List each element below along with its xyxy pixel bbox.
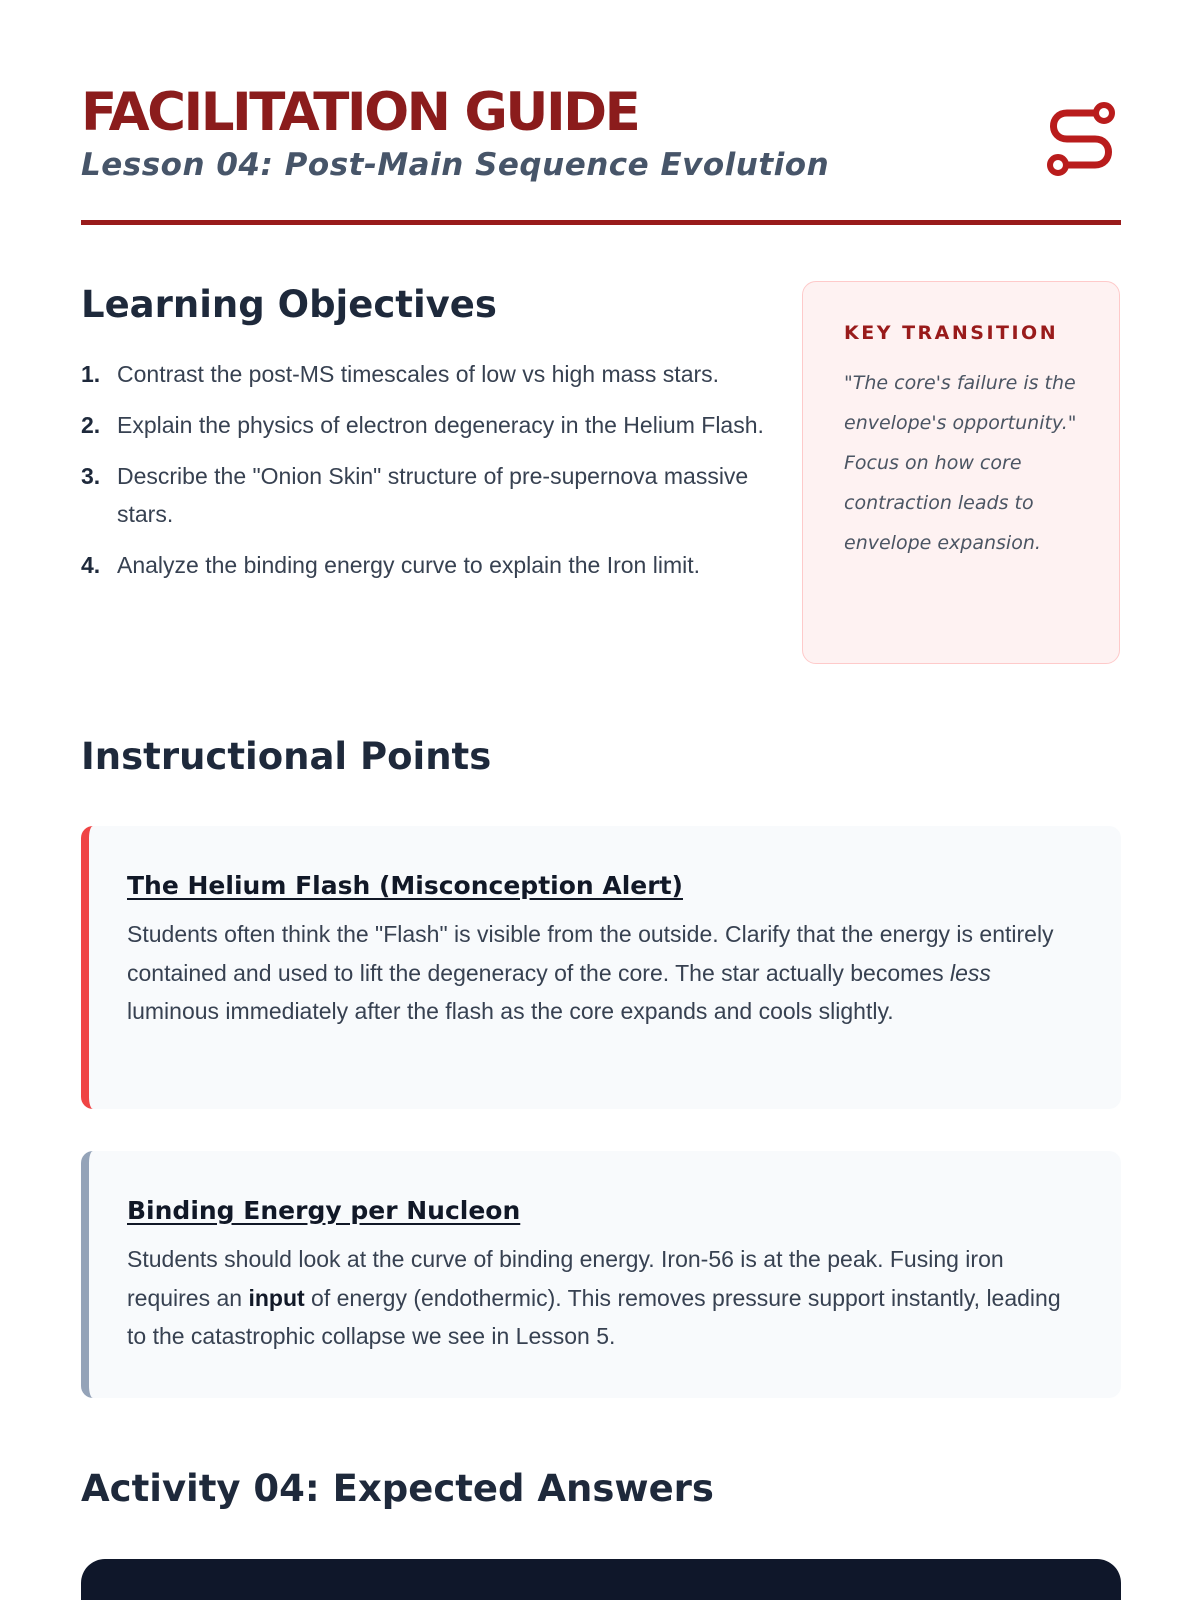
objectives-list	[81, 355, 771, 597]
card-body	[127, 915, 1083, 1031]
page-title: FACILITATION GUIDE	[81, 82, 639, 143]
learning-objectives-heading: Learning Objectives	[81, 283, 497, 326]
list-item	[81, 457, 771, 533]
card-body-text: Students should look at the curve of binding energy. Iron-56 is at the peak. Fusing iron requires an	[127, 1246, 1004, 1311]
card-title: The Helium Flash (Misconception Alert)	[127, 871, 683, 900]
list-item-number: 3.	[81, 463, 101, 489]
expected-answers-panel	[81, 1559, 1121, 1600]
list-item	[81, 406, 771, 444]
list-item-number: 2.	[81, 412, 101, 438]
key-transition-callout	[802, 281, 1120, 664]
list-item-text: Describe the "Onion Skin" structure of pre-supernova massive stars.	[117, 463, 749, 527]
key-transition-label: KEY TRANSITION	[844, 322, 1059, 344]
activity-heading: Activity 04: Expected Answers	[81, 1467, 714, 1510]
helium-flash-card	[81, 826, 1121, 1109]
card-title: Binding Energy per Nucleon	[127, 1196, 521, 1225]
list-item-number: 4.	[81, 552, 101, 578]
card-body-emphasis: less	[949, 959, 991, 986]
route-icon	[1045, 97, 1117, 177]
page-header	[81, 82, 1121, 228]
list-item	[81, 546, 771, 584]
list-item-text: Contrast the post-MS timescales of low vs high mass stars.	[117, 361, 720, 387]
lesson-subtitle: Lesson 04: Post-Main Sequence Evolution	[81, 147, 830, 183]
instructional-points-heading: Instructional Points	[81, 735, 492, 778]
list-item-text: Analyze the binding energy curve to explain the Iron limit.	[117, 552, 700, 578]
card-body-emphasis: input	[248, 1284, 305, 1311]
list-item-number: 1.	[81, 361, 101, 387]
list-item	[81, 355, 771, 393]
card-body	[127, 1240, 1083, 1356]
card-body-text: of energy (endothermic). This removes pressure support instantly, leading to the catastrophic collapse we see in Lesson 5.	[127, 1284, 1061, 1350]
facilitation-guide-page	[81, 0, 1121, 1600]
list-item-text: Explain the physics of electron degeneracy in the Helium Flash.	[117, 412, 764, 438]
card-body-text: Students often think the "Flash" is visible from the outside. Clarify that the energy is entirely contained and used to lift the degeneracy of the core. The star actually becomes	[127, 921, 1054, 986]
card-body-text: luminous immediately after the flash as the core expands and cools slightly.	[127, 998, 894, 1025]
binding-energy-card	[81, 1151, 1121, 1398]
key-transition-quote: "The core's failure is the envelope's opportunity." Focus on how core contraction leads to envelope expansion.	[844, 372, 1077, 554]
header-divider	[81, 220, 1121, 225]
